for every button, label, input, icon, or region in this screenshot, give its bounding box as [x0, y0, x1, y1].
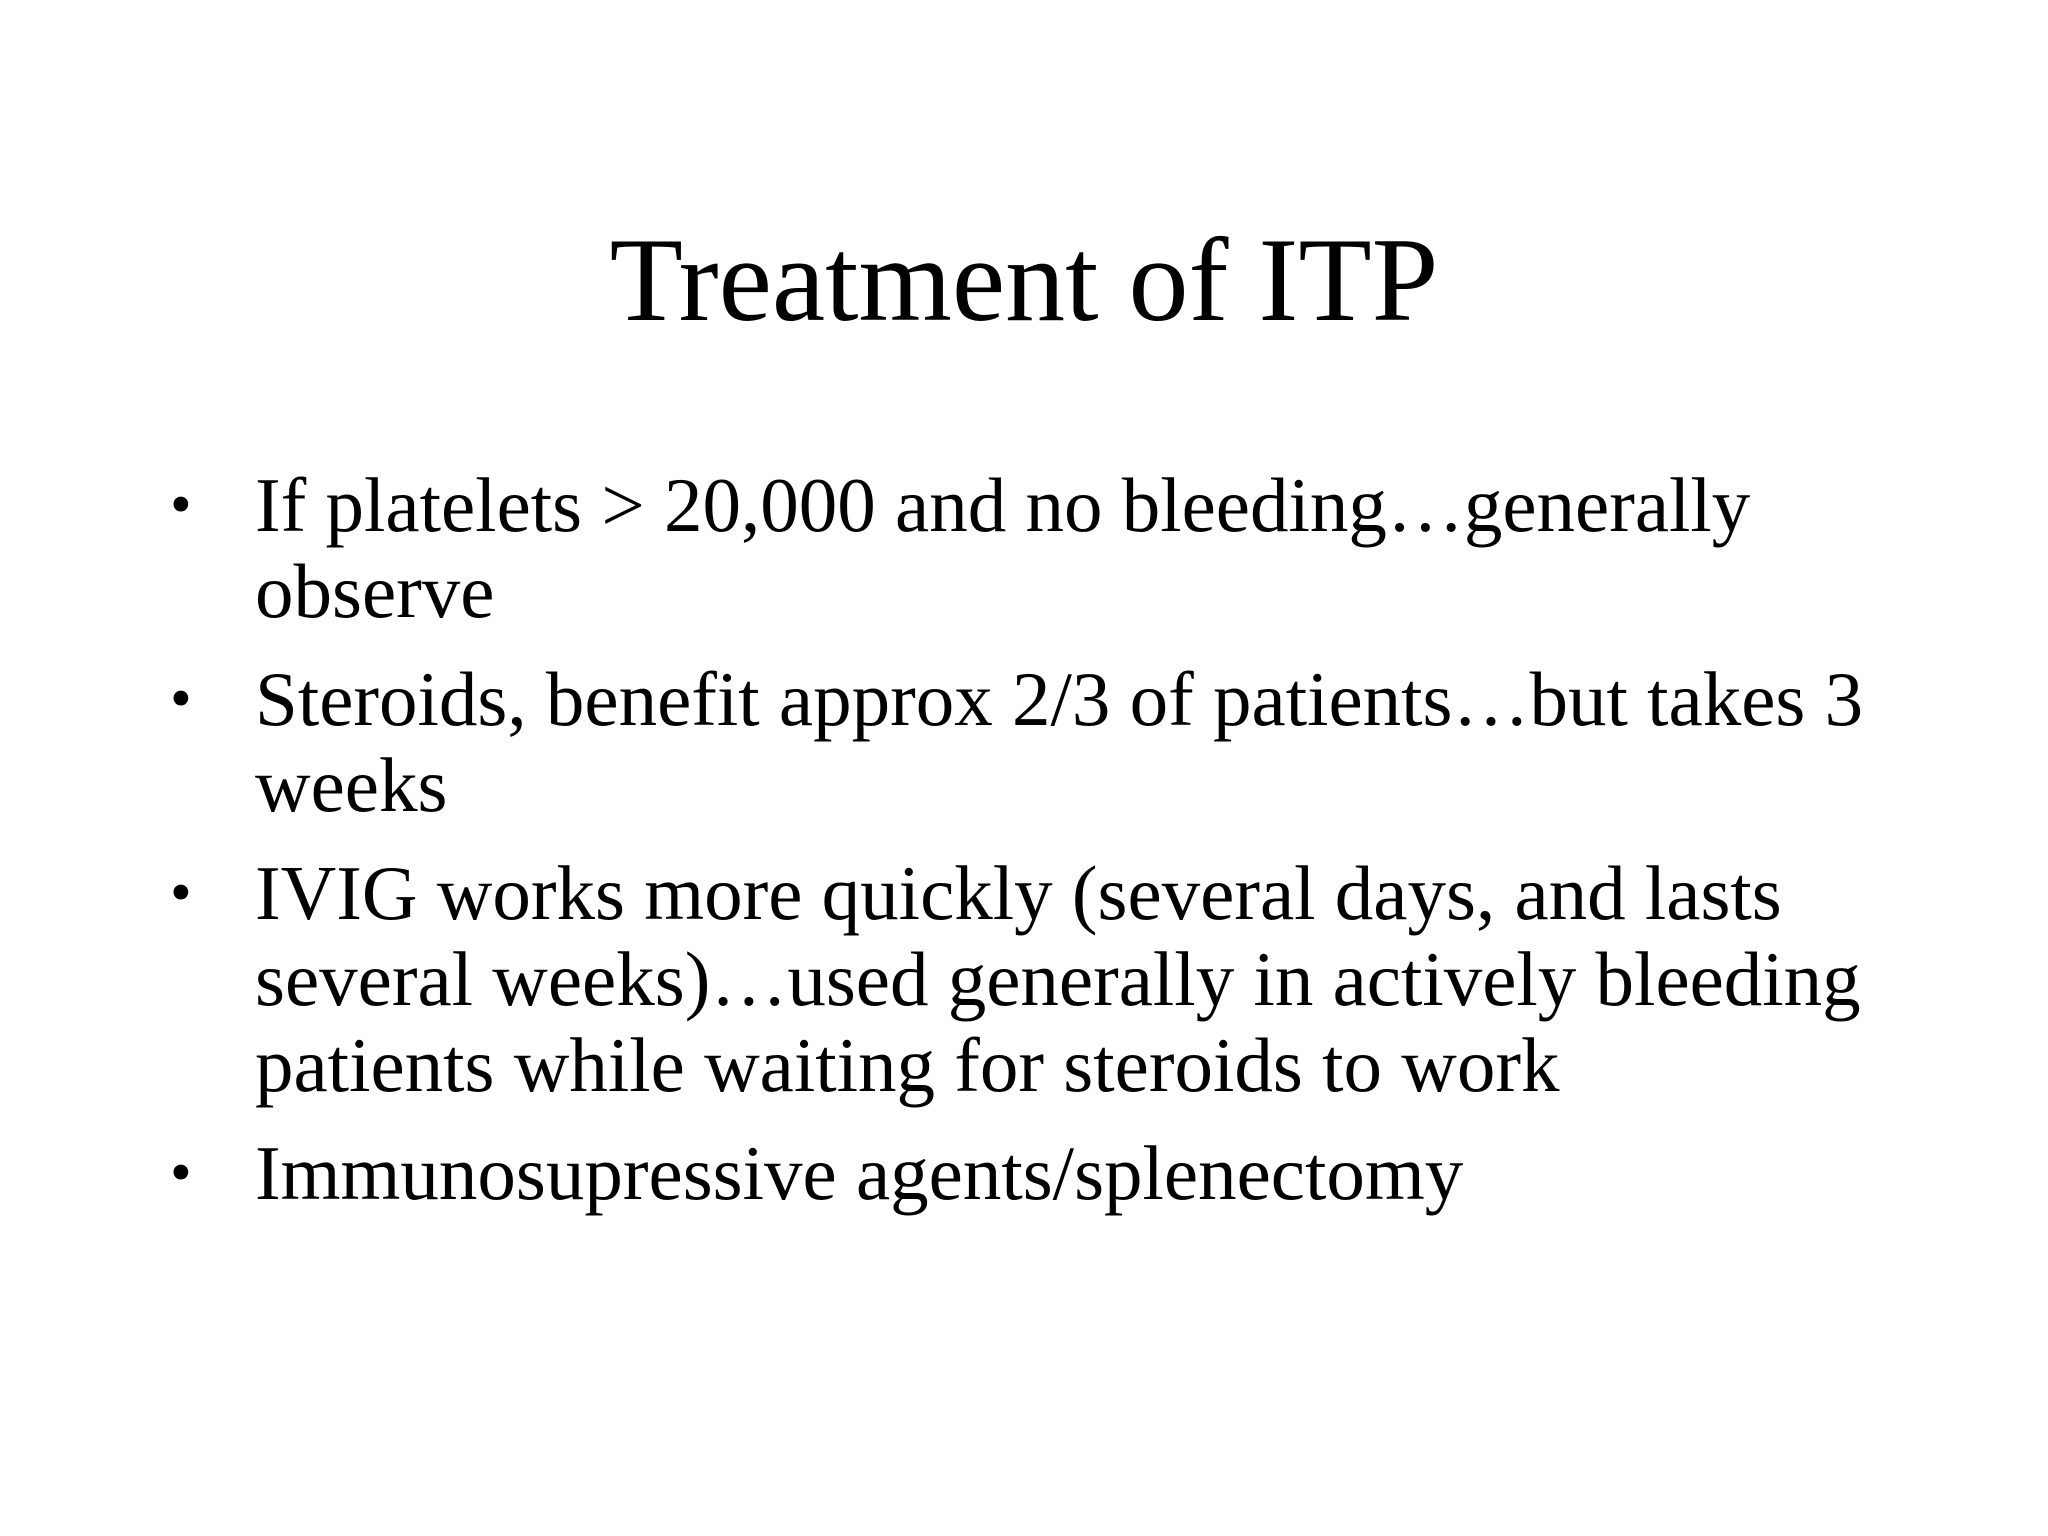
bullet-text: If platelets > 20,000 and no bleeding…generally observe — [255, 462, 1751, 634]
bullet-icon: • — [170, 665, 192, 733]
bullet-icon: • — [170, 859, 192, 927]
bullet-list — [160, 462, 1960, 1238]
list-item — [160, 850, 1960, 1108]
bullet-icon: • — [170, 471, 192, 539]
bullet-text: Steroids, benefit approx 2/3 of patients…but takes 3 weeks — [255, 656, 1864, 828]
bullet-icon: • — [170, 1139, 192, 1207]
list-item — [160, 656, 1960, 828]
list-item — [160, 1130, 1960, 1216]
bullet-text: Immunosupressive agents/splenectomy — [255, 1130, 1464, 1216]
bullet-text: IVIG works more quickly (several days, and lasts several weeks)…used generally in actively bleeding patients while waiting for steroids to work — [255, 850, 1861, 1108]
list-item — [160, 462, 1960, 634]
slide-title: Treatment of ITP — [609, 213, 1439, 346]
